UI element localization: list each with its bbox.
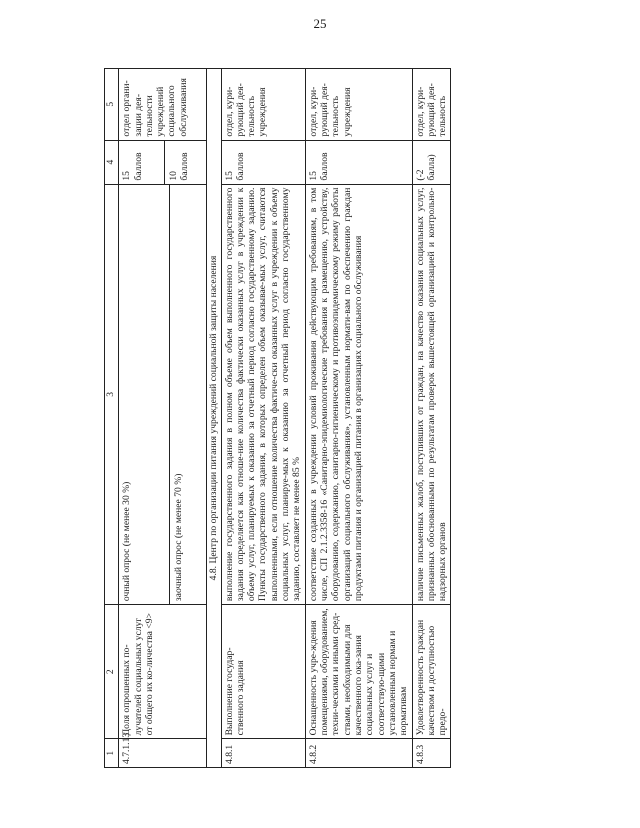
section-row xyxy=(207,69,221,768)
table-header-row xyxy=(105,69,119,768)
method-text: заочный опрос (не менее 70 %) xyxy=(169,185,184,605)
method-text: соответствие созданных в учреждении условий проживания действующим требованиям, в том числе, СП 2.1.2.3358-16 «Санитарно-эпидемиологические требования к размещению, устройству, оборудованию, содержанию, санитарно-гигиеническому и противоэпидемическому режиму работы организаций социального обслуживания», установленным нормати-вам по обеспечению граждан продуктами питания и организацией питания в организациях социального обслуживания xyxy=(305,184,412,605)
header-cell: 3 xyxy=(105,184,119,605)
responsible-cell: отдел, кури-рующий дея-тельность учреждения xyxy=(305,69,412,141)
responsible-cell: отдел, кури-рующий дея-тельность xyxy=(412,69,451,141)
section-title: 4.8. Центр по организации питания учреждений социальной защиты населения xyxy=(207,69,221,768)
method-cell xyxy=(119,184,207,605)
responsible-cell: отдел органи-зации дея-тельности учреждений социального обслуживания xyxy=(119,69,207,141)
header-cell: 4 xyxy=(105,140,119,184)
criterion-name: Доля опрошенных по-лучателей социальных услуг от общего их ко-личества <9> xyxy=(119,605,207,739)
table-row xyxy=(412,69,451,768)
score-cell xyxy=(119,140,207,184)
criteria-table xyxy=(104,68,451,768)
header-cell: 5 xyxy=(105,69,119,141)
row-number: 4.8.1 xyxy=(221,739,305,768)
page-number: 25 xyxy=(313,16,327,31)
criterion-name: Выполнение государ-ственного задания xyxy=(221,605,305,739)
header-cell: 2 xyxy=(105,605,119,739)
row-number: 4.7.1.13 xyxy=(119,739,207,768)
score-text: 15 баллов xyxy=(221,140,305,184)
header-cell: 1 xyxy=(105,739,119,768)
method-text: выполнение государственного задания в полном объеме объем выполненного государственного задания определяется как отноше-ние количества фактически оказанных услуг в учреждении к объему услуг, планируемых к оказанию за отчетный период согласно государственному заданию. Пункты государственного задания, в которых определен объем оказывае-мых услуг, считаются выполненными, если отношение количества фактиче-ски оказанных услуг в учреждении к объему социальных услуг, планируе-мых к оказанию за отчетный период согласно государственному заданию, составляет не менее 85 % xyxy=(221,184,305,605)
score-text: 10 баллов xyxy=(164,141,191,184)
criterion-name: Оснащенность учре-ждения помещениями, оборудованием, техни-ческими и иными сред-ствами, необходимыми для качественного ока-зания социальных услуг и соответствую-щими установленным нормам и нормативам xyxy=(305,605,412,739)
score-text: 15 баллов xyxy=(121,152,144,181)
score-text: 15 баллов xyxy=(305,140,412,184)
method-text: очный опрос (не менее 30 %) xyxy=(121,481,133,602)
responsible-cell: отдел, кури-рующий дея-тельность учреждения xyxy=(221,69,305,141)
score-text: (-2 балла) xyxy=(412,140,451,184)
table-row xyxy=(221,69,305,768)
criterion-name: Удовлетворенность граждан качеством и доступностью предо- xyxy=(412,605,451,739)
table-row xyxy=(119,69,207,768)
rotated-table-container xyxy=(104,68,576,768)
row-number: 4.8.3 xyxy=(412,739,451,768)
row-number: 4.8.2 xyxy=(305,739,412,768)
method-text: наличие письменных жалоб, поступивших от граждан, на качество оказания социальных услуг, признанных обоснованными по результатам проверок вышестоящей организацией и контрольно-надзорных органов xyxy=(412,184,451,605)
table-row xyxy=(305,69,412,768)
